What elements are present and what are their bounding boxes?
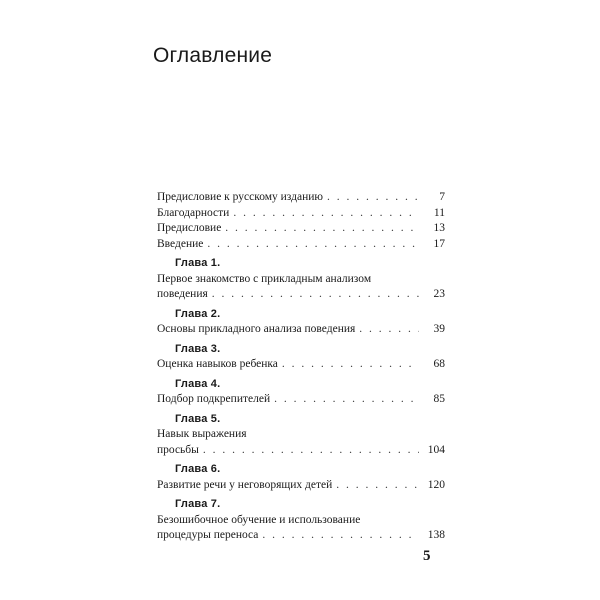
toc-entry [157, 206, 445, 222]
entry-title: Оценка навыков ребенка [157, 358, 278, 370]
page-ref: 104 [427, 443, 445, 456]
toc-entry [157, 412, 445, 459]
entry-title: поведения [157, 288, 208, 300]
entry-title: Благодарности [157, 206, 230, 219]
entry-title: Предисловие к русскому изданию [157, 191, 323, 203]
page-ref: 11 [433, 206, 445, 219]
toc-row [157, 357, 445, 373]
page-ref: 39 [433, 323, 445, 335]
toc-entry [157, 307, 445, 338]
dot-leader [359, 322, 419, 338]
toc-row [157, 443, 445, 459]
entry-title-line: Навык выражения [157, 428, 247, 440]
table-of-contents [157, 190, 445, 544]
chapter-label: Глава 4. [175, 377, 221, 390]
entry-title-line: Первое знакомство с прикладным анализом [157, 272, 372, 285]
toc-entry [157, 497, 445, 544]
page-ref: 17 [433, 237, 445, 250]
entry-title-line: Безошибочное обучение и использование [157, 513, 361, 526]
dot-leader [233, 206, 419, 222]
entry-title: Введение [157, 237, 204, 250]
toc-row [157, 221, 445, 237]
chapter-label: Глава 1. [175, 257, 221, 269]
toc-row [157, 237, 445, 253]
entry-title: Основы прикладного анализа поведения [157, 323, 356, 335]
chapter-label: Глава 3. [175, 342, 221, 355]
toc-heading: Оглавление [153, 44, 273, 67]
dot-leader [336, 478, 419, 494]
entry-title: Развитие речи у неговорящих детей [157, 478, 333, 491]
chapter-label: Глава 5. [175, 412, 221, 425]
chapter-label: Глава 6. [175, 463, 221, 475]
page-ref: 7 [439, 191, 445, 203]
toc-row [157, 528, 445, 544]
entry-title: процедуры переноса [157, 529, 259, 541]
page-number: 5 [423, 548, 431, 564]
toc-entry [157, 256, 445, 303]
toc-entry [157, 462, 445, 493]
toc-row [157, 206, 445, 222]
dot-leader [207, 237, 419, 253]
toc-row [157, 478, 445, 494]
page-ref: 85 [433, 393, 445, 405]
dot-leader [274, 392, 419, 408]
toc-row [157, 287, 445, 303]
page-ref: 68 [433, 358, 445, 370]
dot-leader [203, 443, 419, 459]
toc-entry [157, 221, 445, 237]
entry-title: Предисловие [157, 222, 222, 234]
page-ref: 138 [427, 529, 445, 541]
toc-entry [157, 377, 445, 408]
toc-entry [157, 190, 445, 206]
toc-row [157, 322, 445, 338]
entry-title: просьбы [157, 443, 199, 456]
toc-entry [157, 237, 445, 253]
dot-leader [282, 357, 419, 373]
dot-leader [327, 190, 419, 206]
chapter-label: Глава 7. [175, 498, 221, 510]
entry-title: Подбор подкрепителей [157, 393, 271, 405]
page-ref: 13 [433, 222, 445, 234]
page-ref: 23 [433, 288, 445, 300]
toc-row [157, 392, 445, 408]
chapter-label: Глава 2. [175, 307, 221, 320]
dot-leader [262, 528, 419, 544]
toc-row [157, 190, 445, 206]
page-ref: 120 [427, 478, 445, 491]
dot-leader [212, 287, 419, 303]
toc-entry [157, 342, 445, 373]
dot-leader [225, 221, 419, 237]
